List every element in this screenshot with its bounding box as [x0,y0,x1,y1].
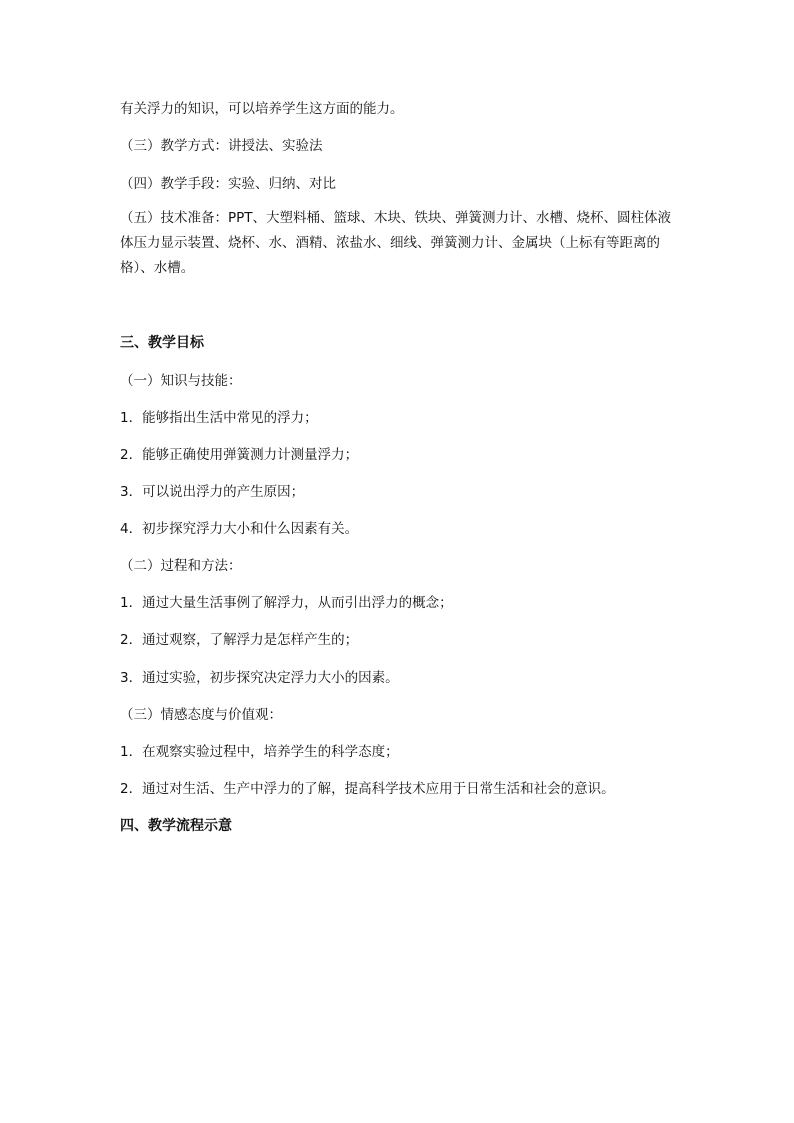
tech-prep-paragraph: （五）技术准备：PPT、大塑料桶、篮球、木块、铁块、弹簧测力计、水槽、烧杯、圆柱体液体压力显示装置、烧杯、水、酒精、浓盐水、细线、弹簧测力计、金属块（上标有等距离的格）、水槽。 [120,210,672,276]
process-methods-subheading: （二）过程和方法： [120,558,242,574]
teaching-method-paragraph: （三）教学方式：讲授法、实验法 [120,138,323,154]
intro-paragraph: 有关浮力的知识，可以培养学生这方面的能力。 [120,101,404,117]
attitude-item: 2．通过对生活、生产中浮力的了解，提高科学技术应用于日常生活和社会的意识。 [120,781,615,797]
process-item: 1．通过大量生活事例了解浮力，从而引出浮力的概念； [120,595,453,611]
knowledge-item: 4．初步探究浮力大小和什么因素有关。 [120,521,359,537]
process-item: 3．通过实验，初步探究决定浮力大小的因素。 [120,670,399,686]
knowledge-item: 2．能够正确使用弹簧测力计测量浮力； [120,447,359,463]
section-4-heading: 四、教学流程示意 [120,818,232,834]
section-3-heading: 三、教学目标 [120,335,204,351]
knowledge-skills-subheading: （一）知识与技能： [120,373,242,389]
attitude-item: 1．在观察实验过程中，培养学生的科学态度； [120,744,399,760]
knowledge-item: 1．能够指出生活中常见的浮力； [120,410,318,426]
process-item: 2．通过观察，了解浮力是怎样产生的； [120,632,359,648]
teaching-means-paragraph: （四）教学手段：实验、归纳、对比 [120,176,336,192]
knowledge-item: 3．可以说出浮力的产生原因； [120,484,305,500]
attitude-values-subheading: （三）情感态度与价值观： [120,707,282,723]
